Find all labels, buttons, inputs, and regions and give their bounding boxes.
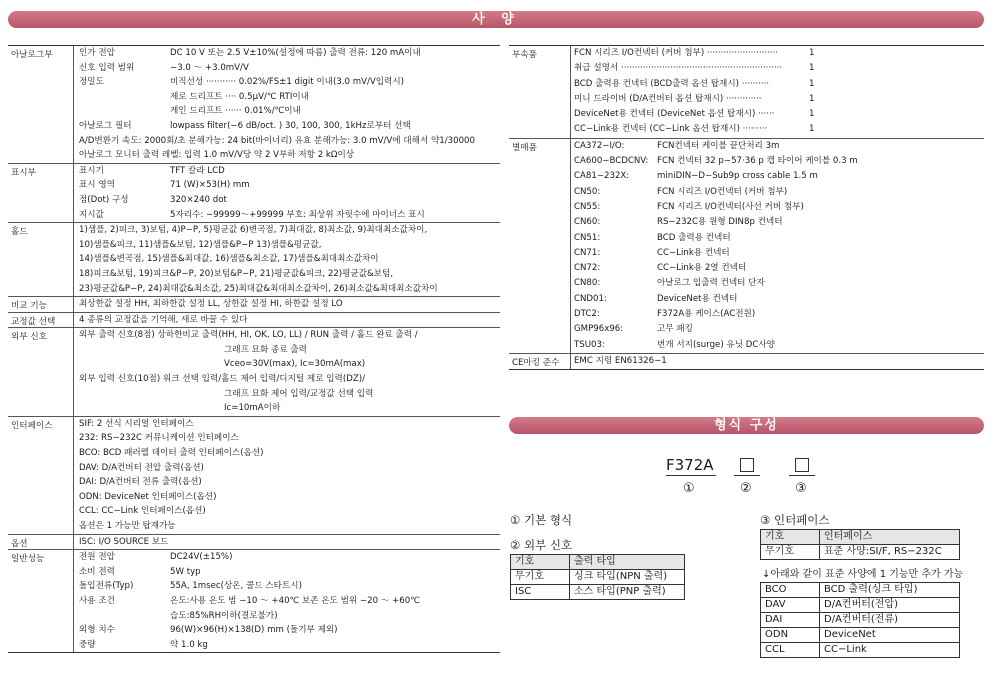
spec-line-value: −3.0 ～ +3.0mV/V (170, 62, 249, 73)
spec-row (8, 46, 500, 164)
spec-line (74, 550, 500, 565)
spec-row-label: 일반성능 (8, 550, 74, 652)
spec-line-text: SIF: 2 선식 시리얼 인터페이스 (79, 418, 194, 429)
spec-line-code: CN51: (574, 232, 601, 243)
if-option-code: CCL (761, 643, 820, 658)
spec-line (74, 134, 500, 149)
spec-row (8, 223, 500, 297)
model-name: F372A (666, 456, 714, 474)
table-row (761, 643, 960, 658)
spec-line (74, 313, 500, 328)
spec-table-right (509, 45, 984, 370)
spec-line-code: CN60: (574, 217, 601, 228)
spec-line-desc: 고무 패킹 (657, 324, 693, 335)
model-config-banner: 형식 구성 (509, 417, 984, 434)
spec-line-value: 71 (W)×53(H) mm (170, 180, 250, 191)
spec-line-text: Ic=10mA이하 (224, 403, 281, 414)
marker-2: ② (740, 481, 752, 496)
spec-line-desc: RS−232C용 원형 DIN8p 컨넥터 (657, 217, 783, 228)
spec-line-text: 그래프 묘화 제어 입력/교정값 선택 입력 (224, 388, 374, 399)
spec-row-label: 비교 기능 (8, 297, 74, 312)
spec-line-code: DTC2: (574, 309, 600, 320)
spec-line-code: DeviceNet용 컨넥터 (DeviceNet 옵션 탑재시) ······ (574, 109, 775, 120)
spec-line-text: ODN: DeviceNet 인터페이스(옵션) (79, 491, 217, 502)
spec-line-text: 외부 입력 신호(10점) 워크 선택 입력/홀드 제어 입력/디지털 제로 입력(DZ)/ (79, 374, 365, 385)
spec-line (74, 297, 500, 312)
spec-line (74, 357, 500, 372)
basic-form-caption: ① 기본 형식 (510, 513, 573, 527)
spec-line (571, 169, 984, 184)
interface-caption: ③ 인터페이스 (760, 513, 830, 527)
spec-row (509, 46, 984, 139)
spec-line (74, 623, 500, 638)
spec-line-key: 정밀도 (79, 77, 104, 88)
spec-line-value: 55A, 1msec(상온, 콜드 스타트시) (170, 581, 302, 592)
spec-row-label: 홀드 (8, 223, 74, 296)
if-option-name: DeviceNet (820, 628, 960, 643)
spec-row-label: 인터페이스 (8, 417, 74, 534)
spec-line (74, 90, 500, 105)
spec-line-code: CN55: (574, 201, 601, 212)
spec-line (571, 322, 984, 337)
spec-line-key: 표시기 (79, 165, 104, 176)
spec-line (74, 519, 500, 534)
ext-row-code: 무기호 (511, 570, 570, 585)
spec-line (571, 185, 984, 200)
spec-line-code: BCD 출력용 컨넥터 (BCD출력 옵션 탑재시) ·········· (574, 78, 770, 89)
spec-line-key: 지시값 (79, 209, 104, 220)
spec-line-qty: 1 (809, 48, 815, 58)
spec-line-key: 사용 조건 (79, 595, 115, 606)
spec-line (74, 609, 500, 624)
option-box-2 (740, 458, 754, 472)
spec-line (74, 504, 500, 519)
spec-line (74, 104, 500, 119)
spec-row (509, 139, 984, 354)
spec-line-text: A/D변환기 속도: 2000회/초 분해가능: 24 bit(바이너리) 유효 분해가능: 3.0 mV/V에 대해서 약1/30000 (79, 135, 475, 146)
spec-line (571, 354, 984, 369)
spec-line-text: 23)평균값&P−P, 24)최대값&최소값, 25)최대값&최대최소값차이, 26)최소값&최대최소값차이 (79, 283, 438, 294)
spec-line-desc: F372A용 케이스(AC전원) (657, 309, 756, 320)
spec-line (571, 200, 984, 215)
marker-1: ① (683, 481, 695, 496)
spec-line (74, 446, 500, 461)
spec-line-code: EMC 지령 EN61326−1 (574, 355, 667, 366)
spec-line (74, 61, 500, 76)
spec-line-value: TFT 칼라 LCD (170, 165, 225, 176)
spec-row-label: 외부 신호 (8, 328, 74, 416)
spec-line-text: DAV: D/A컨버터 전압 출력(옵션) (79, 462, 204, 473)
spec-row-label: 아날로그부 (8, 46, 74, 163)
spec-line (74, 431, 500, 446)
spec-line-key: 아날로그 필터 (79, 120, 132, 131)
spec-line (74, 328, 500, 343)
spec-line-value: 약 1.0 kg (170, 639, 208, 650)
spec-line (571, 215, 984, 230)
spec-line (571, 307, 984, 322)
spec-line-code: CA81−232X: (574, 171, 630, 182)
spec-line-code: 미니 드라이버 (D/A컨버터 옵션 탑재시) ············· (574, 93, 762, 104)
spec-line (74, 148, 500, 163)
spec-line-qty: 1 (809, 124, 815, 135)
spec-row (8, 313, 500, 329)
ext-row-code: ISC (511, 585, 570, 600)
spec-line-code: CN80: (574, 278, 601, 289)
spec-line-key: 중량 (79, 639, 96, 650)
spec-line (74, 223, 500, 238)
ext-signal-table (510, 554, 685, 600)
spec-line (74, 46, 500, 61)
spec-row (8, 550, 500, 652)
spec-line-value: 5자리수: −99999～+99999 부호: 최상위 자릿수에 마이너스 표시 (170, 209, 425, 220)
option-line-2 (734, 475, 760, 476)
ext-row-type: 소스 타입(PNP 출력) (570, 585, 685, 600)
spec-line-desc: 아날로그 입출력 컨넥터 단자 (657, 278, 765, 289)
spec-line-text: CCL: CC−Link 인터페이스(옵션) (79, 506, 206, 517)
spec-line-qty: 1 (809, 63, 815, 74)
spec-line-qty: 1 (809, 93, 815, 104)
spec-line (571, 292, 984, 307)
interface-note: ↓아래와 같이 표준 사양에 1 기능만 추가 가능 (762, 569, 964, 580)
spec-row-label: 별매품 (509, 139, 571, 353)
spec-line-desc: DeviceNet용 컨넥터 (657, 293, 738, 304)
spec-line (571, 276, 984, 291)
spec-line (74, 267, 500, 282)
spec-line-desc: BCD 출력용 컨넥터 (657, 232, 731, 243)
spec-line (571, 107, 984, 122)
if-option-name: D/A컨버터(전압) (820, 598, 960, 613)
spec-row (8, 164, 500, 223)
spec-line (74, 282, 500, 297)
spec-line-text: 외부 출력 신호(8점) 상하한비교 출력(HH, HI, OK, LO, LL) / RUN 출력 / 홀드 완료 출력 / (79, 330, 418, 341)
table-row (761, 583, 960, 598)
if-option-name: CC−Link (820, 643, 960, 658)
spec-line-text: 4 종류의 교정값을 기억해, 새로 바꿀 수 있다 (79, 314, 248, 325)
spec-row (8, 417, 500, 535)
spec-line (571, 61, 984, 76)
spec-line-text: ISC: I/O SOURCE 보드 (79, 536, 169, 547)
spec-line-text: BCO: BCD 패러렐 데이터 출력 인터페이스(옵션) (79, 448, 264, 459)
spec-line (74, 252, 500, 267)
spec-line-text: 14)샘플&변곡점, 15)샘플&최대값, 16)샘플&최소값, 17)샘플&최대최소값차이 (79, 254, 379, 265)
spec-line (74, 193, 500, 208)
spec-row (8, 297, 500, 313)
spec-line (74, 565, 500, 580)
spec-line (74, 638, 500, 653)
table-row (761, 613, 960, 628)
spec-line (74, 75, 500, 90)
spec-line-desc: 번개 서지(surge) 유닛 DC사양 (657, 339, 775, 350)
spec-line-value: 온도:사용 온도 범 −10 ～ +40℃ 보존 온도 범위 −20 ～ +60℃ (170, 595, 420, 606)
spec-line-key: 점(Dot) 구성 (79, 194, 129, 205)
marker-3: ③ (795, 481, 807, 496)
spec-line (571, 338, 984, 353)
table-row (761, 598, 960, 613)
if-option-code: DAV (761, 598, 820, 613)
spec-line-desc: FCN 컨넥터 32 p−57·36 p 캡 타이어 케이블 0.3 m (657, 156, 858, 167)
spec-row (8, 328, 500, 417)
spec-line-value: 5W typ (170, 566, 201, 577)
spec-row-label: 옵션 (8, 535, 74, 550)
spec-line-key: 신호 입력 범위 (79, 62, 135, 73)
spec-row-label: CE마킹 준수 (509, 354, 571, 369)
if-option-name: D/A컨버터(전류) (820, 613, 960, 628)
spec-line (571, 231, 984, 246)
interface-options-table (760, 582, 960, 658)
spec-line (74, 178, 500, 193)
if-header-code: 기호 (761, 530, 820, 545)
if-option-code: DAI (761, 613, 820, 628)
spec-line (74, 401, 500, 416)
if-header-name: 인터페이스 (820, 530, 960, 545)
spec-line-qty: 1 (809, 109, 815, 120)
ext-header-code: 기호 (511, 555, 570, 570)
spec-line (74, 208, 500, 223)
spec-line-desc: FCN 시리즈 I/O컨넥터(사선 커버 첨부) (657, 201, 804, 212)
option-line-3 (789, 475, 815, 476)
ext-header-type: 출력 타입 (570, 555, 685, 570)
spec-line-code: TSU03: (574, 339, 605, 350)
spec-line-qty: 1 (809, 78, 815, 89)
spec-line-value: 제로 드리프트 ···· 0.5μV/℃ RTI이내 (170, 91, 309, 102)
spec-line-value: 320×240 dot (170, 194, 227, 205)
spec-line-code: CND01: (574, 293, 607, 304)
spec-line-key: 표시 영역 (79, 180, 115, 191)
spec-row-label: 표시부 (8, 164, 74, 222)
spec-line (74, 594, 500, 609)
spec-line-text: 최상한값 설정 HH, 최하한값 설정 LL, 상한값 설정 HI, 하한값 설정 LO (79, 299, 343, 310)
spec-line-code: CN71: (574, 247, 601, 258)
spec-line-desc: FCN컨넥터 케이블 끝단처리 3m (657, 140, 780, 151)
spec-line (571, 46, 984, 61)
spec-line (74, 372, 500, 387)
spec-row (8, 535, 500, 551)
spec-line (74, 238, 500, 253)
spec-line-code: CA372−I/O: (574, 140, 625, 151)
if-option-name: BCD 출력(싱크 타입) (820, 583, 960, 598)
spec-line (571, 77, 984, 92)
spec-row-label: 교정값 선택 (8, 313, 74, 328)
spec-line-value: DC 10 V 또는 2.5 V±10%(설정에 따름) 출력 전류: 120 mA이내 (170, 48, 421, 58)
table-row (761, 628, 960, 643)
spec-row-label: 부속품 (509, 46, 571, 138)
spec-banner: 사 양 (8, 11, 984, 28)
spec-line (74, 417, 500, 432)
spec-line-key: 인가 전압 (79, 48, 115, 58)
spec-line (571, 154, 984, 169)
spec-line (74, 579, 500, 594)
spec-line (571, 92, 984, 107)
spec-line-key: 소비 전력 (79, 566, 115, 577)
model-name-underline (666, 475, 716, 476)
spec-line-key: 외형 치수 (79, 625, 115, 636)
spec-line (74, 119, 500, 134)
spec-line (74, 490, 500, 505)
spec-line-desc: FCN 시리즈 I/O컨넥터 (커버 첨부) (657, 186, 788, 197)
spec-line (74, 164, 500, 179)
spec-line-code: 취급 설명서 ··························································· (574, 63, 783, 74)
spec-line-value: 비직선성 ··········· 0.02%/FS±1 digit 이내(3.0 mV/V입력시) (170, 77, 404, 88)
spec-line-text: 18)피크&보텀, 19)피크&P−P, 20)보텀&P−P, 21)평균값&피크, 22)평균값&보텀, (79, 268, 394, 279)
spec-line-text: 10)샘플&피크, 11)샘플&보텀, 12)샘플&P−P 13)샘플&평균값, (79, 239, 322, 250)
ext-row-type: 싱크 타입(NPN 출력) (570, 570, 685, 585)
spec-line (571, 246, 984, 261)
spec-line (74, 535, 500, 550)
spec-line-code: CN50: (574, 186, 601, 197)
spec-line (74, 387, 500, 402)
spec-line-desc: CC−Link용 컨넥터 (657, 247, 730, 258)
spec-line-value: 습도:85%RH이하(결로불가) (170, 610, 278, 621)
spec-line (74, 475, 500, 490)
spec-line-code: CA600−BCDCNV: (574, 156, 649, 167)
spec-line-text: DAI: D/A컨버터 전류 출력(옵션) (79, 477, 202, 488)
spec-line-desc: CC−Link용 2열 컨넥터 (657, 263, 747, 274)
spec-line-text: 그래프 묘화 종료 출력 (224, 344, 307, 355)
spec-line (571, 261, 984, 276)
spec-line-text: 1)샘플, 2)피크, 3)보텀, 4)P−P, 5)평균값 6)변곡점, 7)최대값, 8)최소값, 9)최대최소값차이, (79, 225, 428, 236)
ext-signal-caption: ② 외부 신호 (510, 538, 573, 552)
if-row-name: 표준 사양:SI/F, RS−232C (820, 545, 960, 560)
spec-line-value: 게인 드리프트 ······ 0.01%/℃이내 (170, 106, 301, 117)
spec-line-code: FCN 시리즈 I/O컨넥터 (커버 첨부) ·························· (574, 48, 778, 58)
spec-line-key: 전원 전압 (79, 552, 115, 563)
spec-line-desc: miniDIN−D−Sub9p cross cable 1.5 m (657, 171, 818, 182)
spec-line-code: CC−Link용 컨넥터 (CC−Link 옵션 탑재시) ········· (574, 124, 768, 135)
spec-line-text: Vceo=30V(max), Ic=30mA(max) (224, 359, 366, 370)
spec-line-text: 232: RS−232C 커뮤니케이션 인터페이스 (79, 433, 239, 444)
spec-row (509, 354, 984, 369)
interface-table (760, 529, 960, 560)
spec-line (571, 139, 984, 154)
if-option-code: BCO (761, 583, 820, 598)
if-option-code: ODN (761, 628, 820, 643)
spec-table-left (8, 45, 500, 653)
spec-line-value: lowpass filter(−6 dB/oct. ) 30, 100, 300, 1kHz로부터 선택 (170, 120, 411, 131)
spec-line-code: GMP96x96: (574, 324, 624, 335)
spec-line-code: CN72: (574, 263, 601, 274)
spec-line-text: 아날로그 모니터 출력 레벨: 입력 1.0 mV/V당 약 2 V부하 저항 2 kΩ이상 (79, 150, 355, 161)
option-box-3 (795, 458, 809, 472)
spec-line (74, 461, 500, 476)
if-row-code: 무기호 (761, 545, 820, 560)
spec-line-key: 돌입전류(Typ) (79, 581, 134, 592)
spec-line-value: DC24V(±15%) (170, 552, 233, 563)
spec-line (74, 343, 500, 358)
spec-line-text: 옵션은 1 가능만 탑재가능 (79, 521, 176, 531)
spec-line-value: 96(W)×96(H)×138(D) mm (돌기부 제외) (170, 625, 338, 636)
spec-line (571, 122, 984, 137)
